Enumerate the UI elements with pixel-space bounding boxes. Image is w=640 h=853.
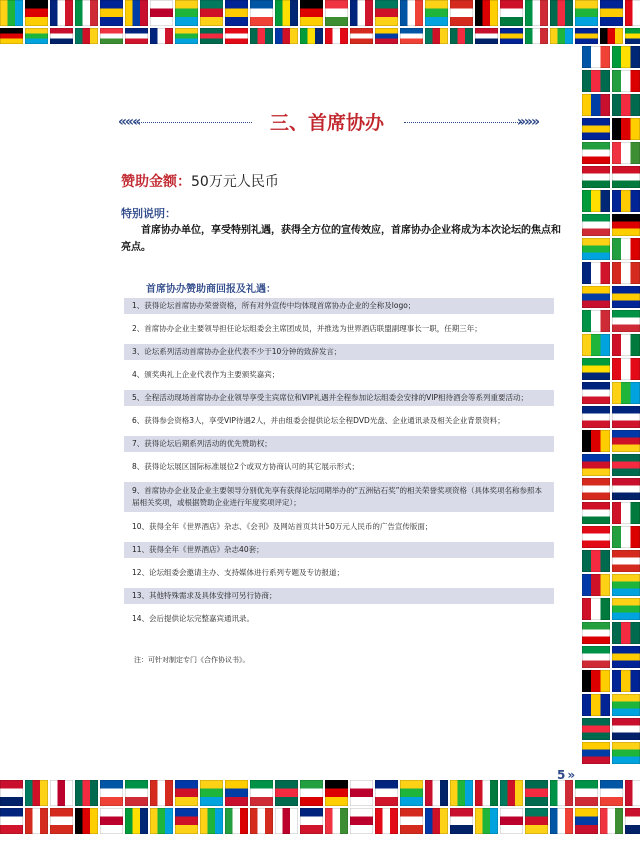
flag-tile [582, 70, 610, 92]
flag-tile [0, 28, 23, 44]
flag-tile [175, 0, 198, 26]
flag-tile [225, 808, 248, 834]
flag-tile [150, 0, 173, 26]
flag-tile [100, 808, 123, 834]
flag-tile [525, 808, 548, 834]
flag-tile [250, 0, 273, 26]
flag-tile [425, 808, 448, 834]
flag-tile [582, 598, 610, 620]
flag-tile [550, 780, 573, 806]
flag-tile [550, 28, 573, 44]
benefits-heading: 首席协办赞助商回报及礼遇： [146, 284, 276, 295]
left-chevrons-icon: ««« [118, 114, 140, 130]
benefits-list [124, 298, 554, 634]
flag-tile [0, 780, 23, 806]
flag-tile [100, 28, 123, 44]
flag-tile [325, 780, 348, 806]
flag-border-bottom [0, 780, 640, 806]
flag-tile [500, 28, 523, 44]
page-chevron-icon: » [567, 768, 576, 782]
flag-tile [275, 808, 298, 834]
flag-tile [582, 502, 610, 524]
flag-tile [582, 46, 610, 68]
flag-tile [612, 286, 640, 308]
flag-tile [612, 646, 640, 668]
flag-tile [612, 598, 640, 620]
flag-tile [500, 780, 523, 806]
sponsorship-amount [121, 171, 279, 191]
flag-tile [250, 28, 273, 44]
section-header [118, 108, 538, 138]
flag-tile [582, 742, 610, 764]
benefit-item: 5、全程活动现场首席协办企业领导享受主宾席位和VIP礼遇并全程参加论坛组委会安排的VIP相待酒会等系列重要活动； [124, 390, 554, 406]
benefit-item: 9、首席协办企业及企业主要领导分别优先享有获得论坛同期举办的“五洲钻石奖”的相关荣誉奖项资格（具体奖项名称参照本届相关奖项，或根据赞助企业进行年度奖项评定）； [124, 482, 554, 512]
flag-tile [612, 334, 640, 356]
flag-tile [325, 0, 348, 26]
flag-tile [275, 0, 298, 26]
amount-value: 50万元人民币 [191, 174, 279, 190]
flag-tile [612, 214, 640, 236]
flag-tile [600, 28, 623, 44]
flag-tile [400, 780, 423, 806]
section-title: 三、首席协办 [269, 112, 384, 134]
flag-tile [525, 0, 548, 26]
flag-tile [582, 238, 610, 260]
flag-tile [582, 478, 610, 500]
flag-tile [350, 28, 373, 44]
flag-tile [582, 550, 610, 572]
flag-tile [300, 808, 323, 834]
flag-tile [0, 808, 23, 834]
flag-tile [425, 780, 448, 806]
flag-tile [0, 0, 23, 26]
flag-tile [100, 0, 123, 26]
benefit-item: 6、获得参会资格3人，享受VIP待遇2人，并由组委会提供论坛全程DVD光盘、企业通讯录及相关企业背景资料； [132, 416, 505, 425]
flag-tile [612, 238, 640, 260]
flag-tile [375, 0, 398, 26]
flag-tile [612, 574, 640, 596]
flag-tile [200, 0, 223, 26]
flag-tile [300, 0, 323, 26]
flag-tile [400, 28, 423, 44]
flag-tile [450, 780, 473, 806]
flag-tile [175, 780, 198, 806]
flag-tile [350, 808, 373, 834]
flag-tile [125, 0, 148, 26]
flag-tile [375, 28, 398, 44]
flag-tile [612, 118, 640, 140]
flag-tile [625, 28, 640, 44]
flag-tile [125, 28, 148, 44]
flag-tile [275, 780, 298, 806]
flag-tile [75, 808, 98, 834]
flag-tile [475, 780, 498, 806]
flag-tile [582, 214, 610, 236]
flag-tile [325, 28, 348, 44]
page-number-block [557, 768, 575, 782]
flag-tile [582, 430, 610, 452]
flag-tile [25, 808, 48, 834]
flag-tile [50, 808, 73, 834]
flag-tile [612, 46, 640, 68]
flag-tile [475, 28, 498, 44]
benefit-item: 8、获得论坛展区国际标准展位2个或双方协商认可的其它展示形式； [132, 462, 360, 471]
benefit-item: 13、其他特殊需求及具体安排可另行协商； [124, 588, 554, 604]
benefit-item: 2、首席协办企业主要领导担任论坛组委会主席团成员，并推选为世界酒店联盟副理事长一职，任期三年； [132, 324, 482, 333]
flag-tile [475, 0, 498, 26]
benefit-item: 3、论坛系列活动首席协办企业代表不少于10分钟的致辞发言； [124, 344, 554, 360]
flag-tile [582, 526, 610, 548]
flag-tile [525, 780, 548, 806]
flag-tile [400, 808, 423, 834]
flag-tile [582, 646, 610, 668]
benefit-item: 10、获得全年《世界酒店》杂志、《会刊》及网站首页共计50万元人民币的广告宣传版面； [132, 522, 433, 531]
flag-tile [375, 780, 398, 806]
flag-tile [612, 718, 640, 740]
flag-tile [75, 28, 98, 44]
right-chevrons-icon: »»» [516, 114, 538, 130]
flag-tile [250, 808, 273, 834]
flag-tile [582, 166, 610, 188]
flag-tile [582, 454, 610, 476]
flag-tile [225, 0, 248, 26]
flag-tile [550, 808, 573, 834]
flag-tile [200, 808, 223, 834]
flag-tile [150, 808, 173, 834]
flag-tile [582, 670, 610, 692]
flag-tile [225, 28, 248, 44]
flag-tile [300, 28, 323, 44]
flag-tile [612, 550, 640, 572]
flag-tile [625, 0, 640, 26]
special-note-text: 首席协办单位，享受特别礼遇，获得全方位的宣传效应，首席协办企业将成为本次论坛的焦点和亮点。 [121, 225, 561, 253]
benefit-item: 14、会后提供论坛完整嘉宾通讯录。 [132, 614, 255, 623]
benefit-item: 12、论坛组委会邀请主办、支持媒体进行系列专题及专访报道； [132, 568, 345, 577]
flag-tile [612, 454, 640, 476]
flag-tile [612, 742, 640, 764]
flag-tile [450, 808, 473, 834]
flag-tile [612, 382, 640, 404]
flag-tile [75, 0, 98, 26]
flag-tile [575, 780, 598, 806]
flag-tile [612, 502, 640, 524]
flag-tile [612, 70, 640, 92]
flag-tile [582, 358, 610, 380]
flag-tile [582, 382, 610, 404]
flag-tile [600, 780, 623, 806]
flag-tile [125, 808, 148, 834]
special-note-label: 特别说明： [121, 207, 176, 220]
benefit-item: 7、获得论坛后期系列活动的优先赞助权； [124, 436, 554, 452]
flag-tile [582, 334, 610, 356]
flag-tile [475, 808, 498, 834]
title-divider-right [404, 122, 522, 123]
flag-tile [150, 28, 173, 44]
flag-tile [582, 286, 610, 308]
flag-tile [612, 94, 640, 116]
flag-tile [525, 28, 548, 44]
page-number: 5 [557, 768, 566, 782]
flag-tile [612, 142, 640, 164]
flag-tile [612, 190, 640, 212]
flag-tile [400, 0, 423, 26]
flag-tile [575, 28, 598, 44]
flag-tile [150, 780, 173, 806]
amount-label: 赞助金额： [121, 174, 191, 190]
flag-tile [200, 28, 223, 44]
flag-tile [612, 478, 640, 500]
flag-tile [612, 430, 640, 452]
flag-border-top-row2 [0, 28, 640, 44]
flag-tile [600, 808, 623, 834]
flag-tile [612, 262, 640, 284]
flag-tile [300, 780, 323, 806]
benefit-item: 11、获得全年《世界酒店》杂志40套； [124, 542, 554, 558]
flag-tile [450, 0, 473, 26]
flag-tile [575, 0, 598, 26]
flag-tile [125, 780, 148, 806]
flag-tile [612, 526, 640, 548]
benefit-item: 4、颁奖典礼上企业代表作为主要颁奖嘉宾； [132, 370, 280, 379]
benefit-item: 1、获得论坛首席协办荣誉资格，所有对外宣传中均体现首席协办企业的全称及logo； [124, 298, 554, 314]
flag-tile [582, 94, 610, 116]
footnote: 注：可针对制定专门《合作协议书》。 [134, 656, 250, 664]
flag-tile [582, 694, 610, 716]
flag-tile [550, 0, 573, 26]
flag-tile [25, 28, 48, 44]
flag-tile [200, 780, 223, 806]
flag-tile [612, 694, 640, 716]
flag-border-bottom-row2 [0, 808, 640, 834]
flag-tile [175, 808, 198, 834]
flag-tile [50, 28, 73, 44]
flag-tile [25, 0, 48, 26]
flag-tile [500, 0, 523, 26]
title-divider-left [134, 122, 252, 123]
flag-tile [425, 28, 448, 44]
flag-tile [50, 0, 73, 26]
flag-tile [575, 808, 598, 834]
flag-tile [582, 574, 610, 596]
flag-tile [50, 780, 73, 806]
flag-tile [425, 0, 448, 26]
flag-tile [582, 718, 610, 740]
flag-tile [25, 780, 48, 806]
flag-tile [500, 808, 523, 834]
flag-tile [600, 0, 623, 26]
flag-tile [582, 406, 610, 428]
flag-border-top [0, 0, 640, 26]
flag-tile [375, 808, 398, 834]
flag-tile [582, 310, 610, 332]
flag-tile [582, 118, 610, 140]
flag-tile [612, 670, 640, 692]
flag-tile [612, 406, 640, 428]
flag-tile [612, 358, 640, 380]
flag-border-right [582, 46, 610, 764]
flag-tile [625, 780, 640, 806]
flag-tile [175, 28, 198, 44]
flag-tile [350, 780, 373, 806]
flag-tile [75, 780, 98, 806]
flag-tile [625, 808, 640, 834]
flag-border-right-col2 [612, 46, 640, 764]
flag-tile [450, 28, 473, 44]
flag-tile [275, 28, 298, 44]
flag-tile [582, 262, 610, 284]
flag-tile [350, 0, 373, 26]
flag-tile [612, 622, 640, 644]
flag-tile [612, 310, 640, 332]
flag-tile [582, 142, 610, 164]
flag-tile [325, 808, 348, 834]
flag-tile [225, 780, 248, 806]
flag-tile [582, 190, 610, 212]
flag-tile [612, 166, 640, 188]
flag-tile [582, 622, 610, 644]
flag-tile [250, 780, 273, 806]
flag-tile [100, 780, 123, 806]
